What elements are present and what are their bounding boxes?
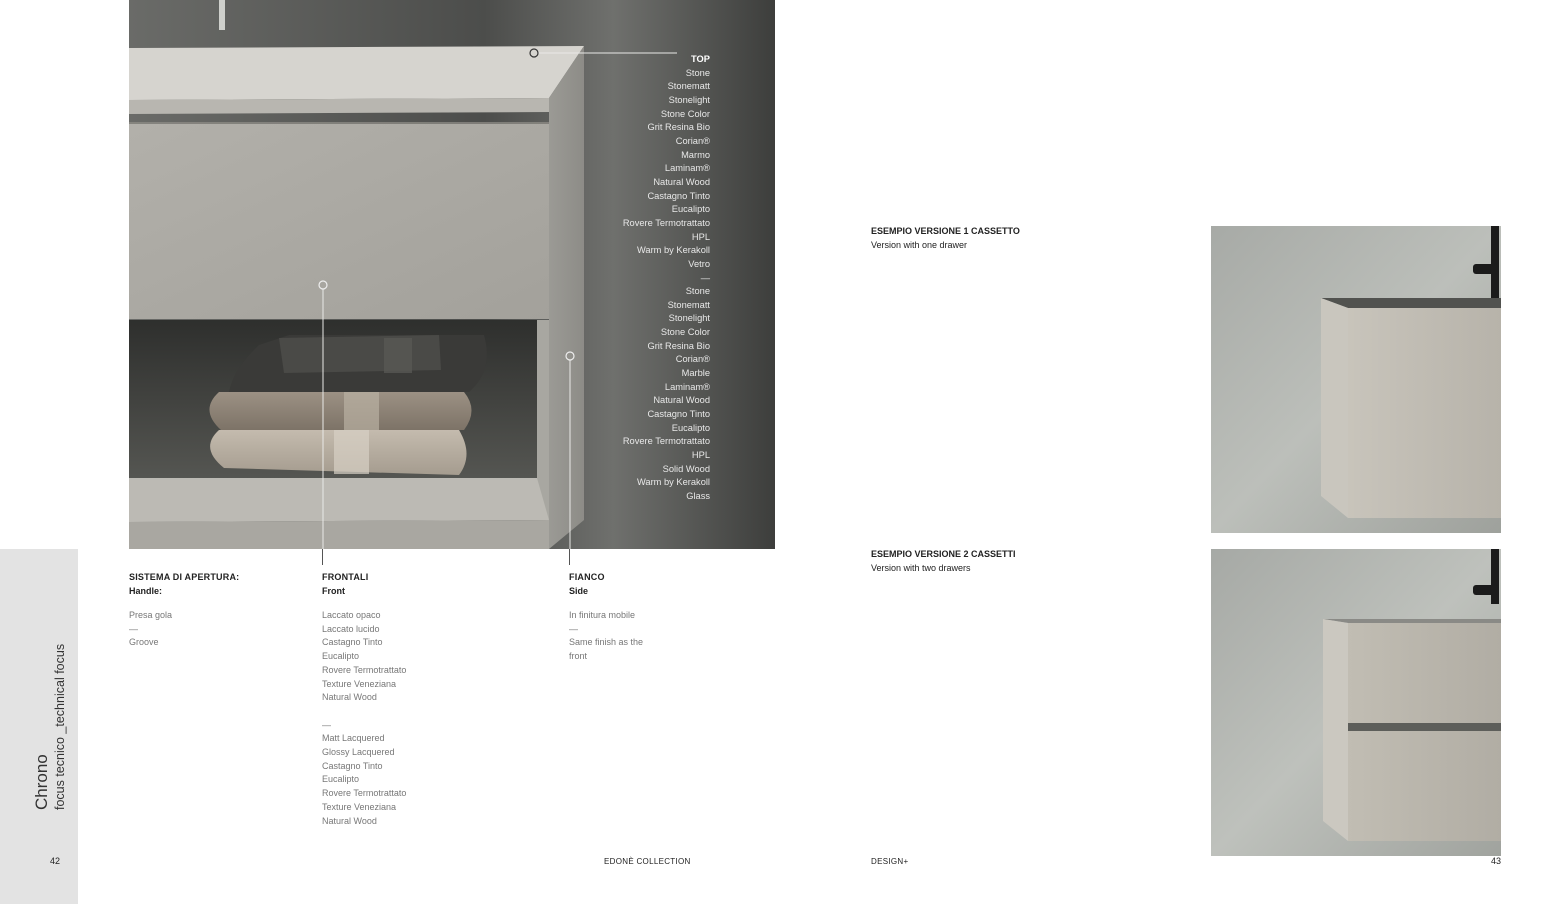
side-item: In finitura mobile [569, 610, 636, 620]
top-finish-item: HPL [691, 231, 710, 242]
side-item: — [569, 623, 578, 634]
example-two-subtitle: Version with two drawers [871, 563, 971, 573]
opening-item: Presa gola [129, 610, 173, 620]
top-finish-item: Stone Color [660, 327, 710, 338]
top-finishes-items [560, 67, 710, 504]
front-column [322, 572, 522, 828]
top-finish-item: Stonelight [668, 313, 710, 324]
opening-item: Groove [129, 637, 159, 648]
front-item: Laccato lucido [322, 623, 380, 634]
sidebar-subtitle: focus tecnico _technical focus [53, 643, 67, 810]
front-callout-line [322, 549, 323, 565]
side-item: Same finish as the [569, 637, 644, 648]
top-finish-item: Warm by Kerakoll [636, 245, 710, 256]
sidebar-title-block [32, 552, 72, 810]
top-finish-item: Eucalipto [671, 422, 710, 433]
top-finish-item: Corian® [675, 354, 710, 365]
front-item: — [322, 719, 331, 730]
front-item: Glossy Lacquered [322, 747, 395, 758]
top-finish-item: Stone [685, 286, 710, 297]
top-finish-item: Stonelight [668, 94, 710, 105]
front-item: Eucalipto [322, 651, 360, 662]
top-finish-item: Grit Resina Bio [647, 122, 710, 133]
front-item: Matt Lacquered [322, 733, 385, 744]
side-title: FIANCO [569, 572, 605, 582]
top-finish-item: Natural Wood [653, 176, 710, 187]
opening-system-subtitle: Handle: [129, 586, 163, 596]
opening-system-column [129, 572, 309, 650]
front-item: Natural Wood [322, 692, 377, 703]
front-list [322, 609, 522, 828]
top-finish-item: Rovere Termotrattato [622, 436, 710, 447]
example-two-caption [871, 549, 1016, 573]
example-two-image [1211, 549, 1501, 856]
front-item: Castagno Tinto [322, 760, 383, 771]
product-photo [129, 0, 775, 549]
front-item: Laccato opaco [322, 610, 381, 620]
top-finish-item: Grit Resina Bio [647, 340, 710, 351]
top-finish-item: Solid Wood [662, 463, 710, 474]
side-list [569, 609, 769, 664]
top-finish-item: Castagno Tinto [647, 409, 710, 420]
front-title: FRONTALI [322, 572, 369, 582]
side-column [569, 572, 769, 664]
example-one-image [1211, 226, 1501, 533]
top-finish-item: Laminam® [664, 381, 710, 392]
example-one-subtitle: Version with one drawer [871, 240, 968, 250]
front-item: Rovere Termotrattato [322, 788, 407, 799]
sidebar-title: Chrono [32, 754, 51, 810]
top-finishes-heading: TOP [691, 54, 710, 64]
top-finish-item: Vetro [688, 258, 710, 269]
side-item: front [569, 651, 588, 662]
collection-label: EDONÈ COLLECTION [604, 857, 691, 866]
top-finish-item: Corian® [675, 135, 710, 146]
top-finish-item: Stone Color [660, 108, 710, 119]
front-item [322, 705, 522, 719]
example-one-title: ESEMPIO VERSIONE 1 CASSETTO [871, 226, 1020, 236]
top-finishes-list [560, 53, 710, 504]
top-finish-item: Laminam® [664, 163, 710, 174]
side-callout-line [569, 549, 570, 565]
front-item: Texture Veneziana [322, 801, 397, 812]
top-finish-item: Eucalipto [671, 204, 710, 215]
top-finish-item: Stone [685, 67, 710, 78]
top-finish-item: Natural Wood [653, 395, 710, 406]
front-item: Castagno Tinto [322, 637, 383, 648]
top-finish-item: Rovere Termotrattato [622, 217, 710, 228]
top-finish-item: Stonematt [667, 299, 710, 310]
page-number-right: 43 [1491, 856, 1502, 866]
top-finish-item: Stonematt [667, 81, 710, 92]
front-item: Natural Wood [322, 815, 377, 826]
side-subtitle: Side [569, 586, 589, 596]
page-number-left: 42 [50, 856, 61, 866]
top-finish-item: Castagno Tinto [647, 190, 710, 201]
brand-label: DESIGN+ [871, 857, 909, 866]
top-finish-item: Glass [686, 491, 710, 501]
top-finish-item: Marble [681, 368, 710, 379]
front-item: Rovere Termotrattato [322, 664, 407, 675]
front-item: Texture Veneziana [322, 678, 397, 689]
example-two-title: ESEMPIO VERSIONE 2 CASSETTI [871, 549, 1016, 559]
top-finish-item: — [700, 272, 710, 283]
top-finish-item: Warm by Kerakoll [636, 477, 710, 488]
top-finish-item: HPL [691, 450, 710, 461]
example-one-caption [871, 226, 1020, 250]
opening-system-list [129, 609, 309, 650]
top-finish-item: Marmo [681, 149, 710, 160]
front-subtitle: Front [322, 586, 345, 596]
opening-system-title: SISTEMA DI APERTURA: [129, 572, 240, 582]
front-item: Eucalipto [322, 774, 360, 785]
opening-item: — [129, 623, 138, 634]
